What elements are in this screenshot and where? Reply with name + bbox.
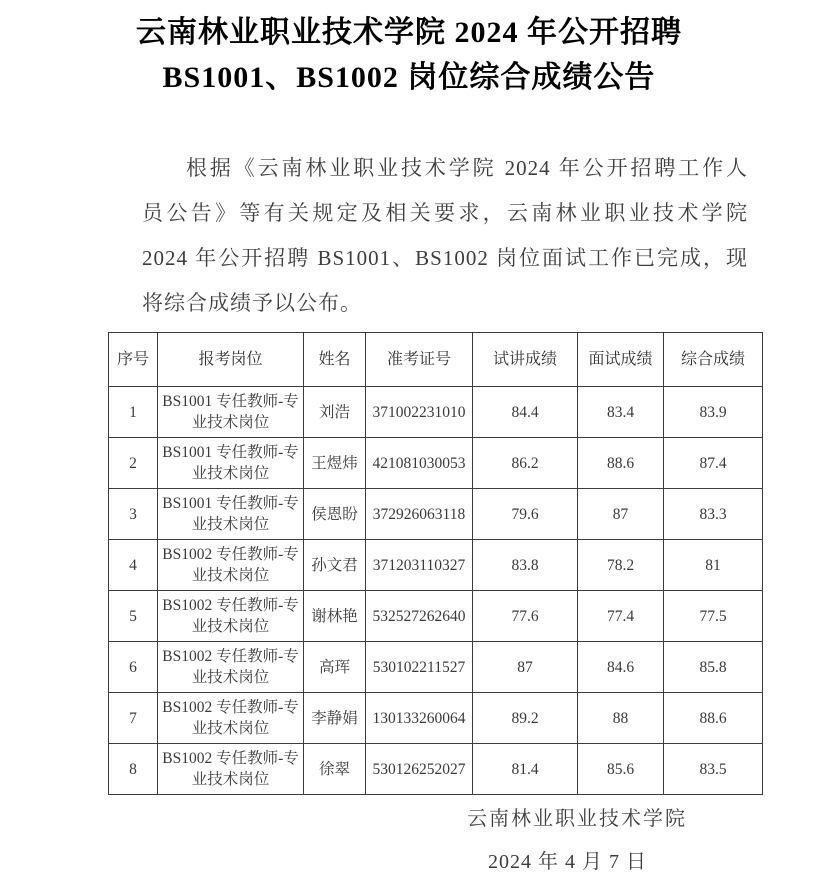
cell-interview-score: 77.4 xyxy=(578,591,664,642)
page-title xyxy=(0,0,818,100)
header-ticket-number: 准考证号 xyxy=(366,333,473,387)
table-row xyxy=(109,744,763,795)
body-paragraph xyxy=(142,146,748,326)
cell-seq: 2 xyxy=(109,438,158,489)
cell-position: BS1002 专任教师-专业技术岗位 xyxy=(158,591,304,642)
table-row xyxy=(109,693,763,744)
cell-name: 孙文君 xyxy=(304,540,366,591)
cell-seq: 4 xyxy=(109,540,158,591)
cell-name: 谢林艳 xyxy=(304,591,366,642)
cell-overall-score: 85.8 xyxy=(664,642,763,693)
signature: 云南林业职业技术学院 xyxy=(467,808,687,830)
cell-ticket-number: 530102211527 xyxy=(366,642,473,693)
cell-position: BS1001 专任教师-专业技术岗位 xyxy=(158,489,304,540)
page-title-line-1: 云南林业职业技术学院 2024 年公开招聘 xyxy=(136,16,682,49)
table-row xyxy=(109,642,763,693)
cell-seq: 1 xyxy=(109,387,158,438)
table-row xyxy=(109,387,763,438)
cell-ticket-number: 530126252027 xyxy=(366,744,473,795)
cell-interview-score: 83.4 xyxy=(578,387,664,438)
paragraph-line-3: 2024 年公开招聘 BS1001、BS1002 岗位面试工作已完成，现 xyxy=(142,246,748,270)
paragraph-line-2: 员公告》等有关规定及相关要求，云南林业职业技术学院 xyxy=(142,201,748,225)
cell-lecture-score: 84.4 xyxy=(473,387,578,438)
cell-lecture-score: 86.2 xyxy=(473,438,578,489)
cell-seq: 5 xyxy=(109,591,158,642)
cell-overall-score: 83.5 xyxy=(664,744,763,795)
cell-ticket-number: 130133260064 xyxy=(366,693,473,744)
cell-interview-score: 84.6 xyxy=(578,642,664,693)
cell-seq: 6 xyxy=(109,642,158,693)
cell-position: BS1002 专任教师-专业技术岗位 xyxy=(158,693,304,744)
score-table xyxy=(108,332,763,795)
cell-ticket-number: 421081030053 xyxy=(366,438,473,489)
cell-lecture-score: 89.2 xyxy=(473,693,578,744)
cell-name: 刘浩 xyxy=(304,387,366,438)
document-date: 2024 年 4 月 7 日 xyxy=(488,851,647,873)
cell-seq: 7 xyxy=(109,693,158,744)
table-row xyxy=(109,540,763,591)
cell-ticket-number: 372926063118 xyxy=(366,489,473,540)
cell-lecture-score: 77.6 xyxy=(473,591,578,642)
cell-name: 高珲 xyxy=(304,642,366,693)
cell-overall-score: 77.5 xyxy=(664,591,763,642)
table-row xyxy=(109,438,763,489)
paragraph-line-4: 将综合成绩予以公布。 xyxy=(142,291,362,315)
cell-interview-score: 88.6 xyxy=(578,438,664,489)
cell-ticket-number: 371002231010 xyxy=(366,387,473,438)
cell-name: 徐翠 xyxy=(304,744,366,795)
header-lecture-score: 试讲成绩 xyxy=(473,333,578,387)
cell-name: 王煜炜 xyxy=(304,438,366,489)
cell-overall-score: 88.6 xyxy=(664,693,763,744)
cell-seq: 8 xyxy=(109,744,158,795)
cell-overall-score: 81 xyxy=(664,540,763,591)
cell-interview-score: 78.2 xyxy=(578,540,664,591)
cell-position: BS1002 专任教师-专业技术岗位 xyxy=(158,540,304,591)
header-name: 姓名 xyxy=(304,333,366,387)
cell-interview-score: 87 xyxy=(578,489,664,540)
cell-overall-score: 83.3 xyxy=(664,489,763,540)
paragraph-line-1: 根据《云南林业职业技术学院 2024 年公开招聘工作人 xyxy=(186,156,748,180)
cell-interview-score: 85.6 xyxy=(578,744,664,795)
cell-position: BS1002 专任教师-专业技术岗位 xyxy=(158,642,304,693)
page-title-line-2: BS1001、BS1002 岗位综合成绩公告 xyxy=(162,61,656,94)
cell-name: 侯恩盼 xyxy=(304,489,366,540)
cell-position: BS1001 专任教师-专业技术岗位 xyxy=(158,387,304,438)
cell-lecture-score: 79.6 xyxy=(473,489,578,540)
cell-position: BS1002 专任教师-专业技术岗位 xyxy=(158,744,304,795)
header-position: 报考岗位 xyxy=(158,333,304,387)
table-header-row xyxy=(109,333,763,387)
cell-lecture-score: 87 xyxy=(473,642,578,693)
cell-ticket-number: 371203110327 xyxy=(366,540,473,591)
cell-name: 李静娟 xyxy=(304,693,366,744)
table-row xyxy=(109,591,763,642)
cell-overall-score: 83.9 xyxy=(664,387,763,438)
cell-lecture-score: 81.4 xyxy=(473,744,578,795)
cell-position: BS1001 专任教师-专业技术岗位 xyxy=(158,438,304,489)
header-interview-score: 面试成绩 xyxy=(578,333,664,387)
cell-interview-score: 88 xyxy=(578,693,664,744)
cell-lecture-score: 83.8 xyxy=(473,540,578,591)
cell-ticket-number: 532527262640 xyxy=(366,591,473,642)
cell-overall-score: 87.4 xyxy=(664,438,763,489)
header-overall-score: 综合成绩 xyxy=(664,333,763,387)
header-seq: 序号 xyxy=(109,333,158,387)
cell-seq: 3 xyxy=(109,489,158,540)
table-row xyxy=(109,489,763,540)
